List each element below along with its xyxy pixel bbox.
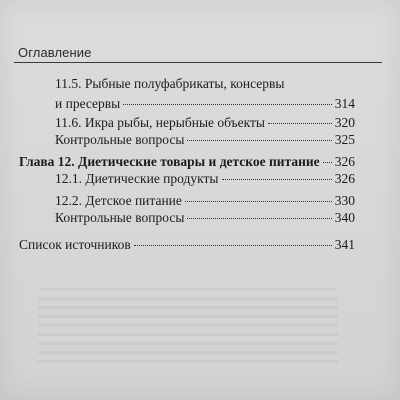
toc-page-number: 340 [334,210,355,225]
dot-leader [268,123,332,124]
toc-entry-title: 12.1. Диетические продукты [55,171,219,186]
toc-entry-title: и пресервы [55,96,121,111]
bleed-through-subheading [178,251,183,271]
toc-entry-title: Контрольные вопросы [55,132,185,147]
toc-entry-title: 12.2. Детское питание [55,193,182,208]
toc-entry-title: Контрольные вопросы [55,210,185,225]
toc-entry-chapter-12[interactable] [19,154,355,170]
dot-leader [123,104,332,105]
toc-entry-12-1[interactable] [55,171,355,187]
toc-page-number: 326 [334,171,355,186]
toc-page-number: 320 [334,115,355,130]
dot-leader [222,179,332,180]
toc-entry-control-questions-12[interactable] [55,210,355,226]
dot-leader [185,201,332,202]
toc-entry-control-questions-11[interactable] [55,132,355,148]
running-header: Оглавление [18,45,92,60]
toc-entry-11-6[interactable] [55,115,355,131]
toc-entry-12-2[interactable] [55,193,355,209]
toc-page-number: 330 [334,193,355,208]
dot-leader [134,245,332,246]
toc-chapter-title: Глава 12. Диетические товары и детское питание [19,154,320,169]
bleed-through-paragraph [38,288,338,368]
toc-entry-11-5-line1[interactable] [55,76,355,92]
toc-page-number: 325 [334,132,355,147]
dot-leader [187,218,331,219]
toc-page-number: 341 [334,237,355,252]
toc-page-number: 326 [334,154,355,169]
toc-entry-title: Список источников [19,237,131,252]
toc-page-number: 314 [334,96,355,111]
dot-leader [323,162,332,163]
header-rule [14,62,382,63]
toc-entry-title: 11.5. Рыбные полуфабрикаты, консервы [55,76,285,91]
dot-leader [187,140,331,141]
toc-entry-11-5[interactable] [55,96,355,112]
toc-entry-title: 11.6. Икра рыбы, нерыбные объекты [55,115,265,130]
toc-entry-sources[interactable] [19,237,355,253]
